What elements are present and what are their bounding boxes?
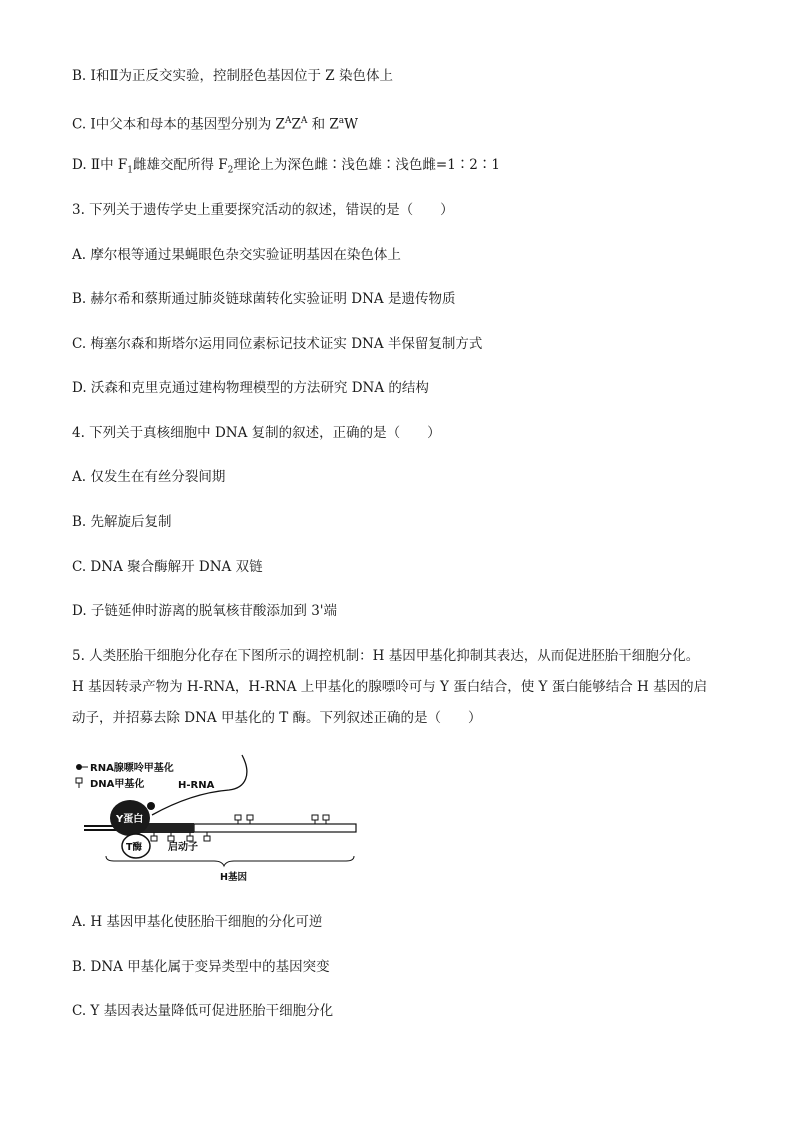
q4-option-a: A. 仅发生在有丝分裂间期 [72,469,226,485]
h-gene-label: H基因 [220,872,247,883]
q5-option-a: A. H 基因甲基化使胚胎干细胞的分化可逆 [72,914,323,930]
t-enzyme-label: T酶 [126,842,142,853]
legend-dna-methylation-label: DNA甲基化 [90,779,145,790]
q3-option-b: B. 赫尔希和蔡斯通过肺炎链球菌转化实验证明 DNA 是遗传物质 [72,291,456,307]
promoter-label: 启动子 [168,842,198,853]
h-gene-regulation-diagram [74,750,374,890]
q3-stem: 3. 下列关于遗传学史上重要探究活动的叙述，错误的是（ ） [72,202,454,218]
q3-option-d: D. 沃森和克里克通过建构物理模型的方法研究 DNA 的结构 [72,380,429,396]
q5-stem-line-3: 动子，并招募去除 DNA 甲基化的 T 酶。下列叙述正确的是（ ） [72,710,482,726]
q2-option-c: C. Ⅰ中父本和母本的基因型分别为 $Z^AZ^A$ 和 $Z^aW$ [72,116,359,133]
q4-option-c: C. DNA 聚合酶解开 DNA 双链 [72,559,263,575]
q4-option-b: B. 先解旋后复制 [72,514,172,530]
q5-option-b: B. DNA 甲基化属于变异类型中的基因突变 [72,959,330,975]
q2-option-d: D. Ⅱ中 $F_1$雌雄交配所得 $F_2$理论上为深色雌∶浅色雄∶浅色雌=1∶2∶1 [72,157,500,176]
legend-rna-methylation-label: RNA腺嘌呤甲基化 [90,763,174,774]
q3-option-c: C. 梅塞尔森和斯塔尔运用同位素标记技术证实 DNA 半保留复制方式 [72,336,483,352]
q4-option-d: D. 子链延伸时游离的脱氧核苷酸添加到 3'端 [72,603,338,619]
q5-stem-line-1: 5. 人类胚胎干细胞分化存在下图所示的调控机制：H 基因甲基化抑制其表达，从而促进胚胎干细胞分化。 [72,648,700,664]
q2-option-b: B. Ⅰ和Ⅱ为正反交实验，控制胫色基因位于 Z 染色体上 [72,68,393,84]
rna-methylation-legend-icon [76,764,82,770]
q3-option-a: A. 摩尔根等通过果蝇眼色杂交实验证明基因在染色体上 [72,247,401,263]
q4-stem: 4. 下列关于真核细胞中 DNA 复制的叙述，正确的是（ ） [72,425,441,441]
q5-stem-line-2: H 基因转录产物为 H-RNA，H-RNA 上甲基化的腺嘌呤可与 Y 蛋白结合，使 Y 蛋白能够结合 H 基因的启 [72,679,708,695]
q5-option-c: C. Y 基因表达量降低可促进胚胎干细胞分化 [72,1003,334,1019]
dna-methylation-legend-icon [76,778,82,783]
y-protein-label: Y蛋白 [116,814,144,825]
h-gene-body [194,824,356,832]
methylated-adenine-mark [147,802,155,810]
h-gene-brace [106,856,354,866]
h-rna-label: H-RNA [178,780,215,791]
